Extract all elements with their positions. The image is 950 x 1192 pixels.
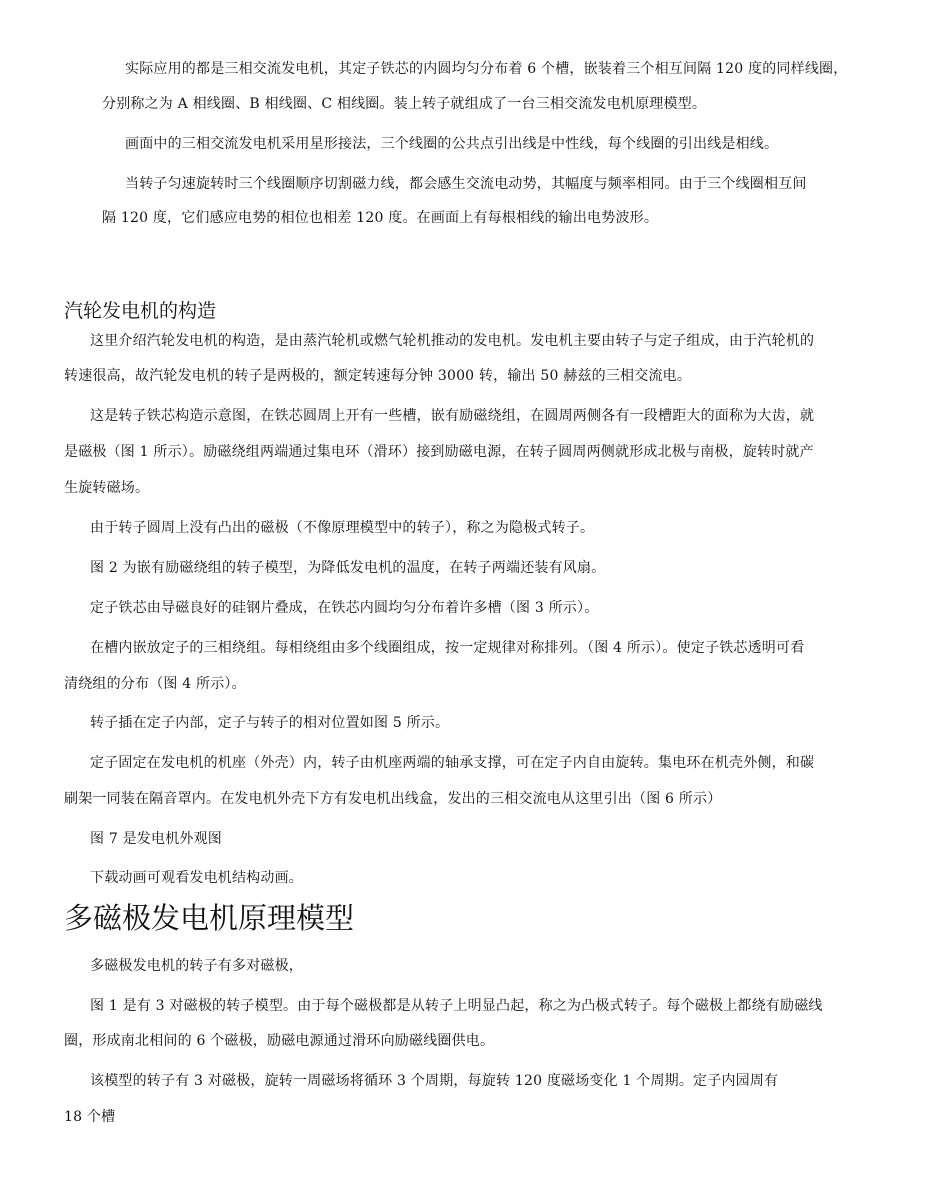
intro-line: 隔 120 度，它们感应电势的相位也相差 120 度。在画面上有每根相线的输出电势波形。 (102, 210, 659, 226)
paragraph-line: 18 个槽 (64, 1109, 116, 1125)
paragraph-line: 图 1 是有 3 对磁极的转子模型。由于每个磁极都是从转子上明显凸起，称之为凸极式转子。每个磁极上都绕有励磁线 (90, 998, 823, 1014)
paragraph-line: 定子固定在发电机的机座（外壳）内，转子由机座两端的轴承支撑，可在定子内自由旋转。集电环在机壳外侧，和碳 (90, 755, 815, 771)
paragraph-line: 转子插在定子内部，定子与转子的相对位置如图 5 所示。 (90, 715, 450, 731)
page-title: 多磁极发电机原理模型 (64, 901, 355, 935)
intro-line: 实际应用的都是三相交流发电机，其定子铁芯的内圆均匀分布着 6 个槽，嵌装着三个相互间隔 120 度的同样线圈， (125, 61, 848, 77)
paragraph-line: 图 2 为嵌有励磁绕组的转子模型，为降低发电机的温度，在转子两端还装有风扇。 (90, 560, 606, 576)
paragraph-line: 生旋转磁场。 (64, 480, 150, 496)
paragraph-line: 多磁极发电机的转子有多对磁极， (90, 958, 303, 974)
paragraph-line: 定子铁芯由导磁良好的硅钢片叠成，在铁芯内圆均匀分布着许多槽（图 3 所示）。 (90, 600, 599, 616)
paragraph-line: 圈，形成南北相间的 6 个磁极，励磁电源通过滑环向励磁线圈供电。 (64, 1033, 495, 1049)
intro-line: 画面中的三相交流发电机采用星形接法，三个线圈的公共点引出线是中性线，每个线圈的引出线是相线。 (125, 136, 779, 152)
paragraph-line: 该模型的转子有 3 对磁极，旋转一周磁场将循环 3 个周期，每旋转 120 度磁场变化 1 个周期。定子内园周有 (90, 1073, 779, 1089)
paragraph-line: 下载动画可观看发电机结构动画。 (90, 870, 303, 886)
paragraph-line: 刷架一同装在隔音罩内。在发电机外壳下方有发电机出线盒，发出的三相交流电从这里引出（图 6 所示） (64, 791, 722, 807)
intro-line: 当转子匀速旋转时三个线圈顺序切割磁力线，都会感生交流电动势，其幅度与频率相同。由于三个线圈相互间 (125, 176, 807, 192)
paragraph-line: 转速很高，故汽轮发电机的转子是两极的，额定转速每分钟 3000 转，输出 50 赫兹的三相交流电。 (64, 368, 692, 384)
paragraph-line: 这里介绍汽轮发电机的构造，是由蒸汽轮机或燃气轮机推动的发电机。发电机主要由转子与定子组成，由于汽轮机的 (90, 333, 815, 349)
paragraph-line: 图 7 是发电机外观图 (90, 831, 223, 847)
paragraph-line: 这是转子铁芯构造示意图，在铁芯圆周上开有一些槽，嵌有励磁绕组，在圆周两侧各有一段槽距大的面称为大齿，就 (90, 408, 815, 424)
paragraph-line: 由于转子圆周上没有凸出的磁极（不像原理模型中的转子），称之为隐极式转子。 (90, 520, 595, 536)
paragraph-line: 清绕组的分布（图 4 所示）。 (64, 676, 246, 692)
paragraph-line: 是磁极（图 1 所示）。励磁绕组两端通过集电环（滑环）接到励磁电源，在转子圆周两侧就形成北极与南极，旋转时就产 (64, 444, 814, 460)
intro-line: 分别称之为 A 相线圈、B 相线圈、C 相线圈。装上转子就组成了一台三相交流发电机原理模型。 (102, 96, 707, 112)
paragraph-line: 在槽内嵌放定子的三相绕组。每相绕组由多个线圈组成，按一定规律对称排列。（图 4 所示）。使定子铁芯透明可看 (90, 640, 805, 656)
section-heading: 汽轮发电机的构造 (64, 300, 217, 322)
